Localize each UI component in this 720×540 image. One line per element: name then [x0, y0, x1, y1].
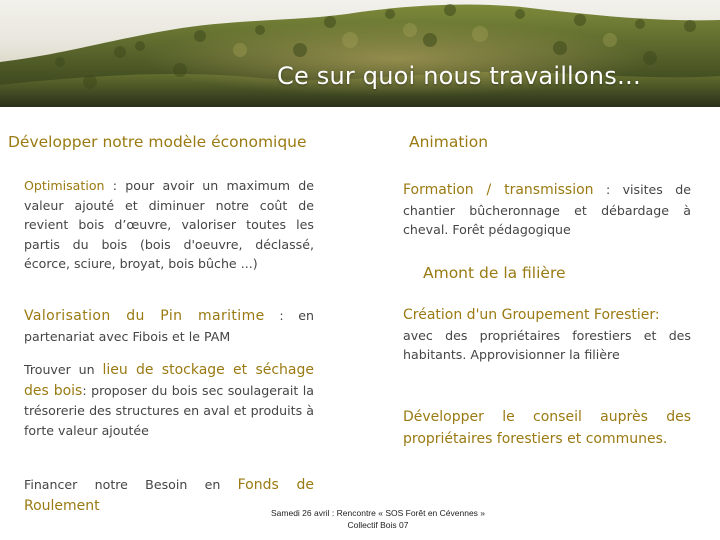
optimisation-text: : pour avoir un maximum de valeur ajouté et diminuer notre coût de revient bois d’œuvre, valoriser toutes les partis du bois (bois d'oeuvre, déclassé, écorce, sciure, broyat, bois bûche ...) — [24, 178, 314, 271]
groupement-label: Création d'un Groupement Forestier: — [403, 307, 660, 323]
stockage-text: : proposer du bois sec soulagerait la trésorerie des structures en aval et produits à forte valeur ajoutée — [24, 382, 314, 438]
stockage-label: lieu de stockage et séchage des bois — [24, 362, 314, 399]
optimisation-paragraph — [24, 176, 314, 274]
groupement-paragraph — [403, 306, 691, 365]
optimisation-label: Optimisation — [24, 178, 105, 193]
header-amont-filiere: Amont de la filière — [423, 264, 566, 282]
formation-text: : visites de chantier bûcheronnage et débardage à cheval. Forêt pédagogique — [403, 182, 691, 237]
stockage-prefix: Trouver un — [24, 362, 103, 377]
conseil-paragraph — [403, 406, 691, 450]
forest-banner — [0, 0, 720, 107]
financer-prefix: Financer notre Besoin en — [24, 477, 238, 492]
formation-paragraph — [403, 180, 691, 240]
footer — [228, 507, 528, 531]
header-animation: Animation — [409, 133, 489, 151]
valorisation-text: : en partenariat avec Fibois et le PAM — [24, 308, 315, 344]
footer-collectif: Collectif Bois 07 — [347, 520, 409, 530]
header-modele-economique: Développer notre modèle économique — [8, 133, 307, 151]
formation-label: Formation / transmission — [403, 182, 594, 198]
financer-label: Fonds de Roulement — [24, 477, 315, 514]
valorisation-label: Valorisation du Pin maritime — [24, 308, 265, 324]
conseil-text: Développer le conseil auprès des propriétaires forestiers et communes. — [403, 409, 691, 447]
page-title: Ce sur quoi nous travaillons… — [277, 62, 642, 90]
stockage-paragraph — [24, 360, 314, 440]
forest-hills-image — [0, 0, 720, 107]
groupement-text: avec des propriétaires forestiers et des habitants. Approvisionner la filière — [403, 327, 691, 362]
footer-event: Samedi 26 avril : Rencontre « SOS Forêt en Cévennes » — [270, 508, 486, 518]
valorisation-paragraph — [24, 306, 314, 346]
